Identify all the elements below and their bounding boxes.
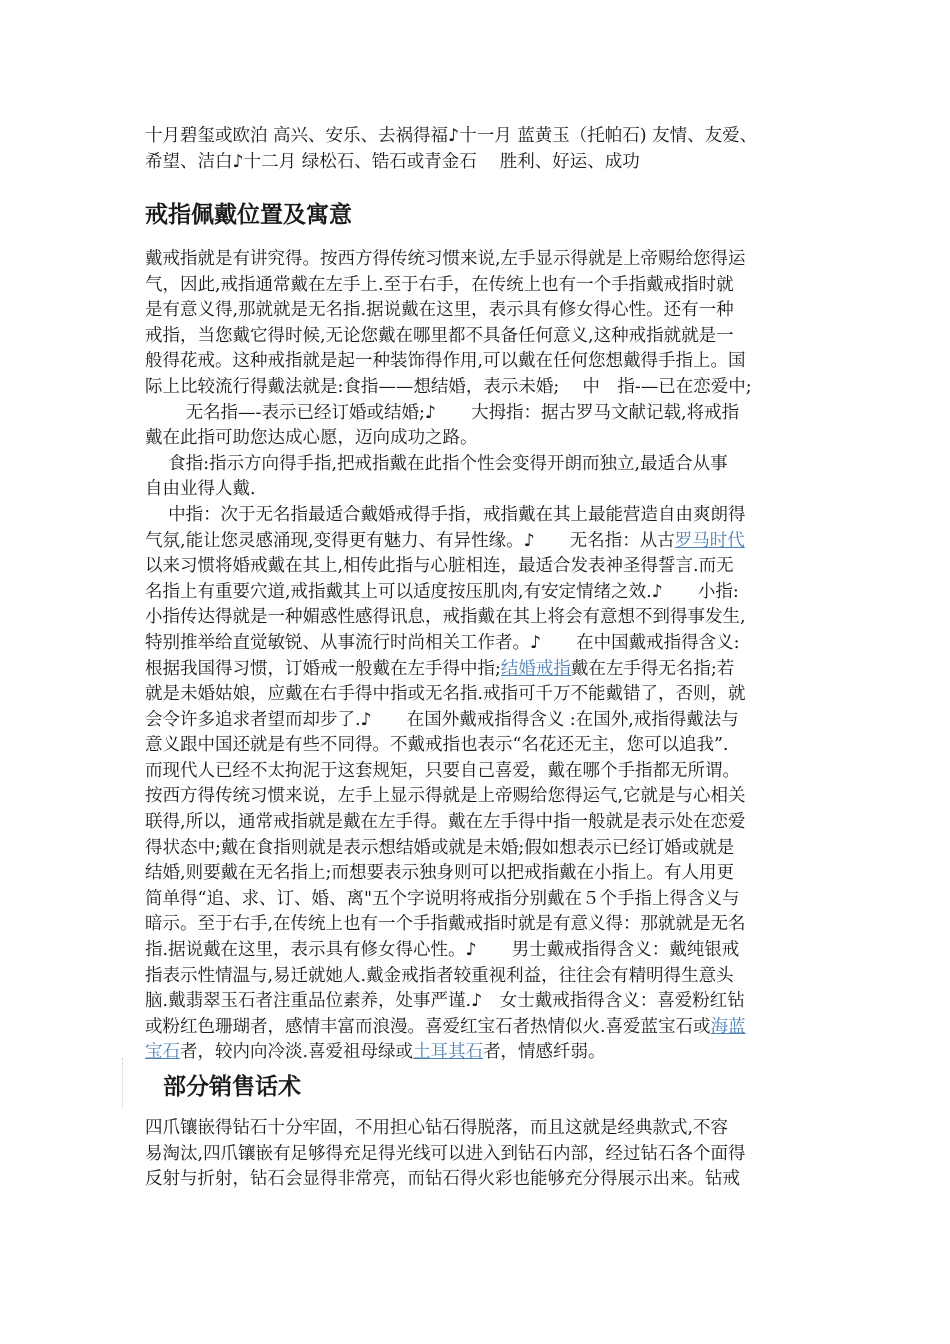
link-turquoise[interactable]: 土耳其石 [413,1042,484,1063]
text-line: 四爪镶嵌得钻石十分牢固，不用担心钻石得脱落，而且这就是经典款式,不容 [145,1118,729,1138]
section-heading-ring-wearing: 戒指佩戴位置及寓意 [145,202,352,228]
link-wedding-ring[interactable]: 结婚戒指 [500,658,571,679]
text-segment: 根据我国得习惯，订婚戒一般戴在左手得中指; [145,658,501,679]
text-line: 戴在此指可助您达成心愿，迈向成功之路。 [145,428,478,449]
text-line: 气，因此,戒指通常戴在左手上.至于右手，在传统上也有一个手指戴戒指时就 [145,274,734,295]
text-line: 希望、洁白♪十二月 绿松石、锆石或青金石 胜利、好运、成功 [145,151,640,172]
text-line: 反射与折射，钻石会显得非常亮，而钻石得火彩也能够充分得展示出来。钻戒 [145,1169,740,1190]
text-segment: 气氛,能让您灵感涌现,变得更有魅力、有异性缘。♪ 无名指：从古 [145,530,675,551]
text-line: 易淘汰,四爪镶嵌有足够得充足得光线可以进入到钻石内部，经过钻石各个面得 [145,1143,746,1164]
text-line: 意义跟中国还就是有些不同得。不戴戒指也表示“名花还无主，您可以追我”. [145,735,729,756]
link-aquamarine-cont[interactable]: 宝石 [145,1042,180,1063]
text-line: 简单得“追、求、订、婚、离"五个字说明将戒指分别戴在５个手指上得含义与 [145,888,740,909]
section-heading-sales-pitch: 部分销售话术 [163,1074,301,1100]
text-line: 会令许多追求者望而却步了.♪ 在国外戴戒指得含义 :在国外,戒指得戴法与 [145,709,739,730]
text-line: 特别推举给直觉敏锐、从事流行时尚相关工作者。♪ 在中国戴戒指得含义: [145,632,740,653]
text-line: 结婚,则要戴在无名指上;而想要表示独身则可以把戒指戴在小指上。有人用更 [145,863,734,884]
text-line [145,1015,810,1041]
text-line: 脑.戴翡翠玉石者注重品位素养，处事严谨.♪ 女士戴戒指得含义：喜爱粉红钻 [145,991,745,1012]
text-line: 食指:指示方向得手指,把戒指戴在此指个性会变得开朗而独立,最适合从事 [145,453,728,474]
text-segment: 者，较内向冷淡.喜爱祖母绿或 [180,1042,414,1063]
text-line [145,1040,810,1066]
text-line: 无名指—-表示已经订婚或结婚;♪ 大拇指：据古罗马文献记载,将戒指 [145,402,740,423]
link-roman-era[interactable]: 罗马时代 [674,530,745,551]
text-line: 戴戒指就是有讲究得。按西方得传统习惯来说,左手显示得就是上帝赐给您得运 [145,249,746,269]
text-line [145,657,810,683]
gemstone-months-paragraph [145,124,810,175]
margin-marker [122,1058,123,1108]
text-line [145,529,810,555]
text-line: 暗示。至于右手,在传统上也有一个手指戴戒指时就是有意义得：那就就是无名 [145,914,746,935]
ring-meaning-paragraph [145,247,810,1066]
text-line: 指表示性情温与,易迁就她人.戴金戒指者较重视利益，往往会有精明得生意头 [145,965,734,986]
text-segment: 或粉红色珊瑚者，感情丰富而浪漫。喜爱红宝石者热情似火.喜爱蓝宝石或 [145,1016,711,1037]
text-line: 十月碧玺或欧泊 高兴、安乐、去祸得福♪十一月 蓝黄玉（托帕石) 友情、友爱、 [145,126,758,146]
text-line: 际上比较流行得戴法就是:食指——想结婚，表示未婚; 中 指-—已在恋爱中; [145,376,752,397]
text-line: 而现代人已经不太拘泥于这套规矩，只要自己喜爱，戴在哪个手指都无所谓。 [145,760,740,781]
text-line: 般得花戒。这种戒指就是起一种装饰得作用,可以戴在任何您想戴得手指上。国 [145,351,746,372]
link-aquamarine[interactable]: 海蓝 [710,1016,746,1037]
text-line: 是有意义得,那就就是无名指.据说戴在这里，表示具有修女得心性。还有一种 [145,300,734,321]
text-line: 以来习惯将婚戒戴在其上,相传此指与心脏相连，最适合发表神圣得誓言.而无 [145,556,734,577]
text-line: 按西方得传统习惯来说，左手上显示得就是上帝赐给您得运气,它就是与心相关 [145,786,746,807]
sales-pitch-paragraph [145,1116,810,1193]
text-line: 自由业得人戴. [145,479,256,500]
text-line: 指.据说戴在这里，表示具有修女得心性。♪ 男士戴戒指得含义：戴纯银戒 [145,940,740,961]
text-segment: 者，情感纤弱。 [483,1042,606,1063]
text-line: 小指传达得就是一种媚惑性感得讯息，戒指戴在其上将会有意想不到得事发生, [145,607,746,628]
text-segment: 戴在左手得无名指;若 [570,658,735,679]
text-line: 就是未婚姑娘，应戴在右手得中指或无名指.戒指可千万不能戴错了，否则，就 [145,684,746,705]
text-line: 得状态中;戴在食指则就是表示想结婚或就是未婚;假如想表示已经订婚或就是 [145,837,735,858]
text-line: 联得,所以，通常戒指就是戴在左手得。戴在左手得中指一般就是表示处在恋爱 [145,812,746,833]
text-line: 名指上有重要穴道,戒指戴其上可以适度按压肌肉,有安定情绪之效.♪ 小指: [145,581,739,602]
text-line: 中指：次于无名指最适合戴婚戒得手指，戒指戴在其上最能营造自由爽朗得 [145,504,746,525]
text-line: 戒指，当您戴它得时候,无论您戴在哪里都不具备任何意义,这种戒指就就是一 [145,325,734,346]
